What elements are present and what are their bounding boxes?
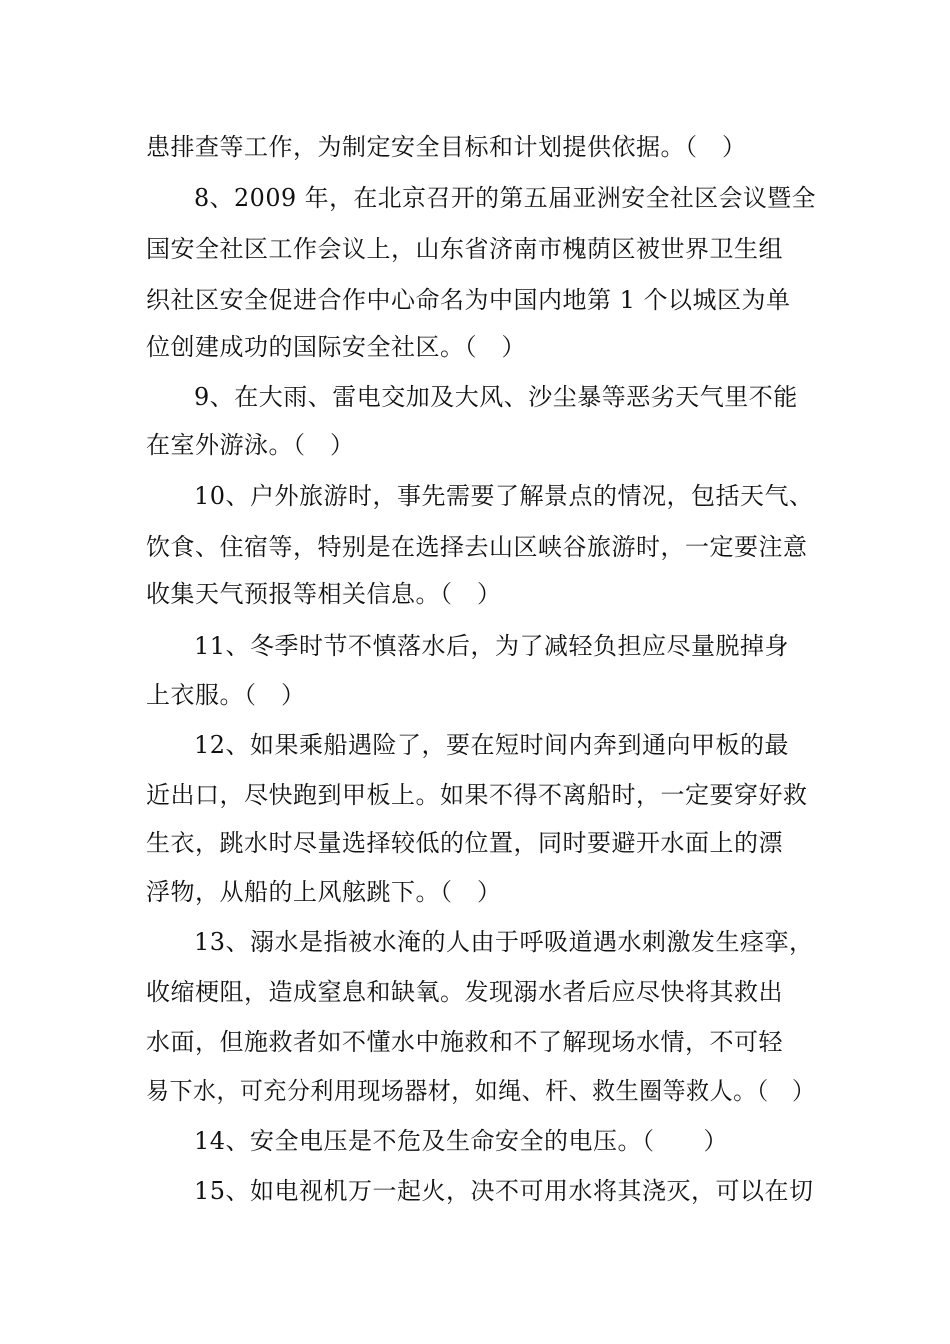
- text-line: 在室外游泳。（ ）: [146, 431, 355, 459]
- text-line: 饮食、住宿等，特别是在选择去山区峡谷旅游时，一定要注意: [146, 533, 808, 561]
- question-9-line-1: 9、在大雨、雷电交加及大风、沙尘暴等恶劣天气里不能: [194, 383, 798, 411]
- text-line: 易下水，可充分利用现场器材，如绳、杆、救生圈等救人。（ ）: [146, 1077, 816, 1105]
- text-line: 浮物，从船的上风舷跳下。（ ）: [146, 878, 502, 906]
- question-11-line-1: 11、冬季时节不慎落水后，为了减轻负担应尽量脱掉身: [194, 632, 790, 660]
- text-line: 位创建成功的国际安全社区。（ ）: [146, 333, 526, 361]
- text-line: 国安全社区工作会议上，山东省济南市槐荫区被世界卫生组: [146, 235, 783, 263]
- text-line: 收集天气预报等相关信息。（ ）: [146, 580, 502, 608]
- text-line: 近出口，尽快跑到甲板上。如果不得不离船时，一定要穿好救: [146, 781, 808, 809]
- text-line: 生衣，跳水时尽量选择较低的位置，同时要避开水面上的漂: [146, 829, 783, 857]
- question-8-line-1: 8、2009 年，在北京召开的第五届亚洲安全社区会议暨全: [194, 184, 816, 212]
- question-10-line-1: 10、户外旅游时，事先需要了解景点的情况，包括天气、: [194, 482, 814, 510]
- text-line: 上衣服。（ ）: [146, 681, 306, 709]
- question-12-line-1: 12、如果乘船遇险了，要在短时间内奔到通向甲板的最: [194, 731, 790, 759]
- question-13-line-1: 13、溺水是指被水淹的人由于呼吸道遇水刺激发生痉挛，: [194, 928, 814, 956]
- question-15-line-1: 15、如电视机万一起火，决不可用水将其浇灭，可以在切: [194, 1177, 814, 1205]
- text-line: 水面，但施救者如不懂水中施救和不了解现场水情，不可轻: [146, 1028, 783, 1056]
- text-line: 织社区安全促进合作中心命名为中国内地第 1 个以城区为单: [146, 286, 791, 314]
- text-line: 患排查等工作，为制定安全目标和计划提供依据。（ ）: [146, 133, 747, 161]
- question-14-line-1: 14、安全电压是不危及生命安全的电压。（ ）: [194, 1127, 729, 1155]
- text-line: 收缩梗阻，造成窒息和缺氧。发现溺水者后应尽快将其救出: [146, 978, 783, 1006]
